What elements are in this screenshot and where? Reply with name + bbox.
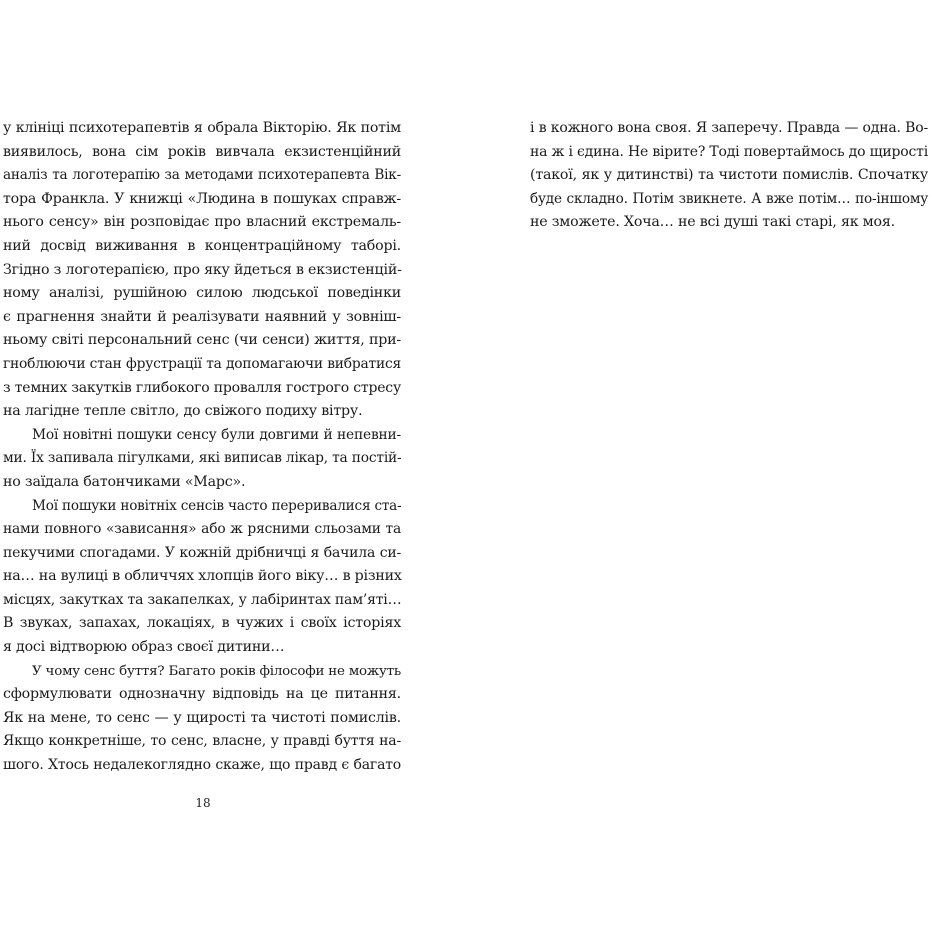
text-line: на ж і єдина. Не вірите? Тоді повертаймось до щирості (530, 143, 928, 160)
text-line: У чому сенс буття? Багато років філософи не можуть (32, 663, 401, 679)
text-line: (такої, як у дитинстві) та чистоти помислів. Спочатку (530, 167, 928, 184)
right-page-text (530, 117, 928, 235)
text-line: ний досвід виживання в концентраційному таборі. (3, 237, 401, 254)
text-line: на… на вулиці в обличчях хлопців його віку… в різних (3, 568, 402, 585)
text-line: Якщо конкретніше, то сенс, власне, у правді буття на- (3, 733, 401, 750)
page-number: 18 (195, 796, 211, 810)
text-line: но заїдала батончиками «Марс». (3, 473, 246, 490)
text-line: Мої пошуки новітніх сенсів часто переривалися ста- (32, 497, 402, 514)
text-line: нами повного «зависання» або ж рясними сльозами та (3, 521, 401, 538)
text-line: не зможете. Хоча… не всі душі такі старі, як моя. (530, 214, 895, 231)
text-line: ньому світі персональний сенс (чи сенси) життя, при- (3, 332, 401, 349)
left-page-text (3, 117, 401, 778)
text-line: я досі відтворюю образ своєї дитини… (3, 639, 285, 656)
text-line: Мої новітні пошуки сенсу були довгими й непевни- (32, 426, 401, 443)
text-line: буде складно. Потім звикнете. А вже потім… по-іншому (530, 190, 928, 207)
text-line: місцях, закутках та закапелках, у лабіринтах пам’яті… (3, 591, 402, 608)
text-line: виявилось, вона сім років вивчала екзистенційний (3, 143, 401, 160)
text-line: тора Франкла. У книжці «Людина в пошуках справж- (3, 190, 401, 207)
text-line: Згідно з логотерапією, про яку йдеться в екзистенцій- (3, 261, 402, 278)
text-line: і в кожного вона своя. Я заперечу. Правда — одна. Во- (530, 120, 928, 136)
text-line: аналіз та логотерапію за методами психотерапевта Вік- (3, 167, 401, 184)
text-line: є прагнення знайти й реалізувати наявний у зовніш- (3, 308, 401, 325)
text-line: ному аналізі, рушійною силою людської поведінки (3, 285, 401, 302)
text-line: пекучими спогадами. У кожній дрібничці я бачила си- (3, 544, 401, 561)
text-line: сформулювати однозначну відповідь на це питання. (3, 686, 401, 703)
text-line: з темних закутків глибокого провалля гострого стресу (3, 379, 401, 396)
text-line: Як на мене, то сенс — у щирості та чистоті помислів. (3, 709, 401, 726)
text-line: у клініці психотерапевтів я обрала Вікторію. Як потім (3, 120, 401, 136)
text-line: ми. Їх запивала пігулками, які виписав лікар, та постій- (3, 450, 402, 467)
text-line: нього сенсу» він розповідає про власний екстремаль- (3, 214, 401, 231)
text-line: на лагідне тепле світло, до свіжого подиху вітру. (3, 403, 363, 420)
text-line: шого. Хтось недалекоглядно скаже, що правд є багато (3, 757, 401, 774)
text-line: В звуках, запахах, локаціях, в чужих і своїх історіях (3, 615, 401, 632)
text-line: гноблюючи стан фрустрації та допомагаючи вибратися (3, 355, 401, 372)
